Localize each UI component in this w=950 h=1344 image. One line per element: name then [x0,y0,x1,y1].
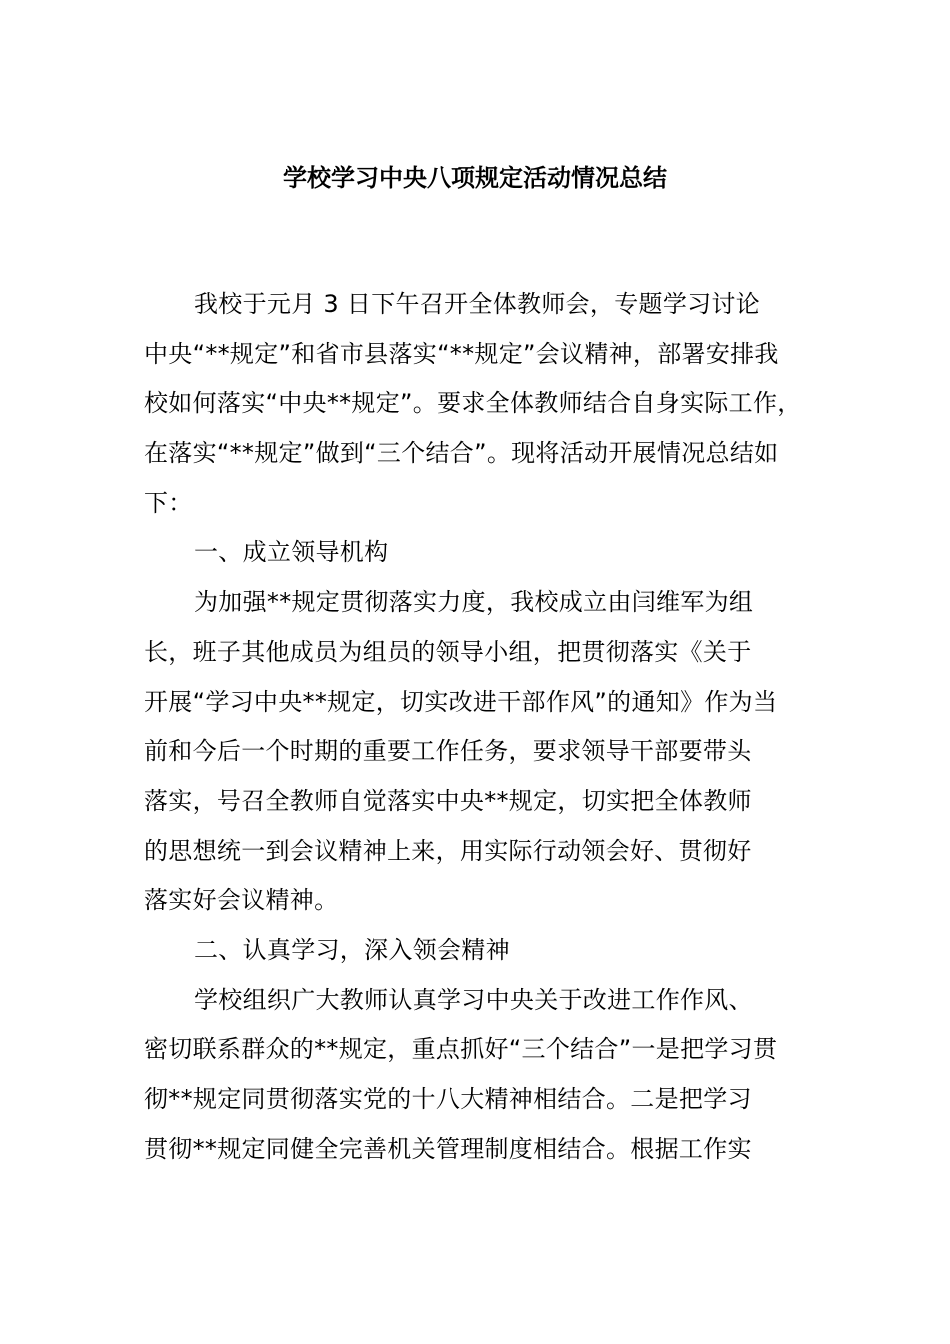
paragraph-line: 落实，号召全教师自觉落实中央**规定，切实把全体教师 [144,786,752,815]
paragraph-line: 中央“**规定”和省市县落实“**规定”会议精神，部署安排我 [144,339,779,368]
paragraph-line: 开展“学习中央**规定，切实改进干部作风”的通知》作为当 [144,687,778,716]
paragraph-line: 长，班子其他成员为组员的领导小组，把贯彻落实《关于 [144,637,752,666]
paragraph-line: 落实好会议精神。 [144,886,339,915]
document-body [144,280,814,1174]
paragraph-line: 前和今后一个时期的重要工作任务，要求领导干部要带头 [144,737,752,766]
paragraph-line: 贯彻**规定同健全完善机关管理制度相结合。根据工作实 [144,1134,752,1163]
paragraph-line: 为加强**规定贯彻落实力度，我校成立由闫维军为组 [194,588,754,617]
paragraph-line: 在落实“**规定”做到“三个结合”。现将活动开展情况总结如 [144,439,779,468]
paragraph-line: 下： [144,488,193,517]
document-title: 学校学习中央八项规定活动情况总结 [283,164,667,192]
paragraph-line: 彻**规定同贯彻落实党的十八大精神相结合。二是把学习 [144,1085,752,1113]
paragraph-line: 的思想统一到会议精神上来，用实际行动领会好、贯彻好 [144,836,752,865]
section-heading: 二、认真学习，深入领会精神 [194,935,510,964]
paragraph-line: 密切联系群众的**规定，重点抓好“三个结合”一是把学习贯 [144,1035,778,1064]
section-heading: 一、成立领导机构 [194,538,389,567]
paragraph-line: 校如何落实“中央**规定”。要求全体教师结合自身实际工作， [144,389,802,418]
paragraph-line: 我校于元月 3 日下午召开全体教师会，专题学习讨论 [194,290,761,318]
paragraph-line: 学校组织广大教师认真学习中央关于改进工作作风、 [194,985,753,1014]
